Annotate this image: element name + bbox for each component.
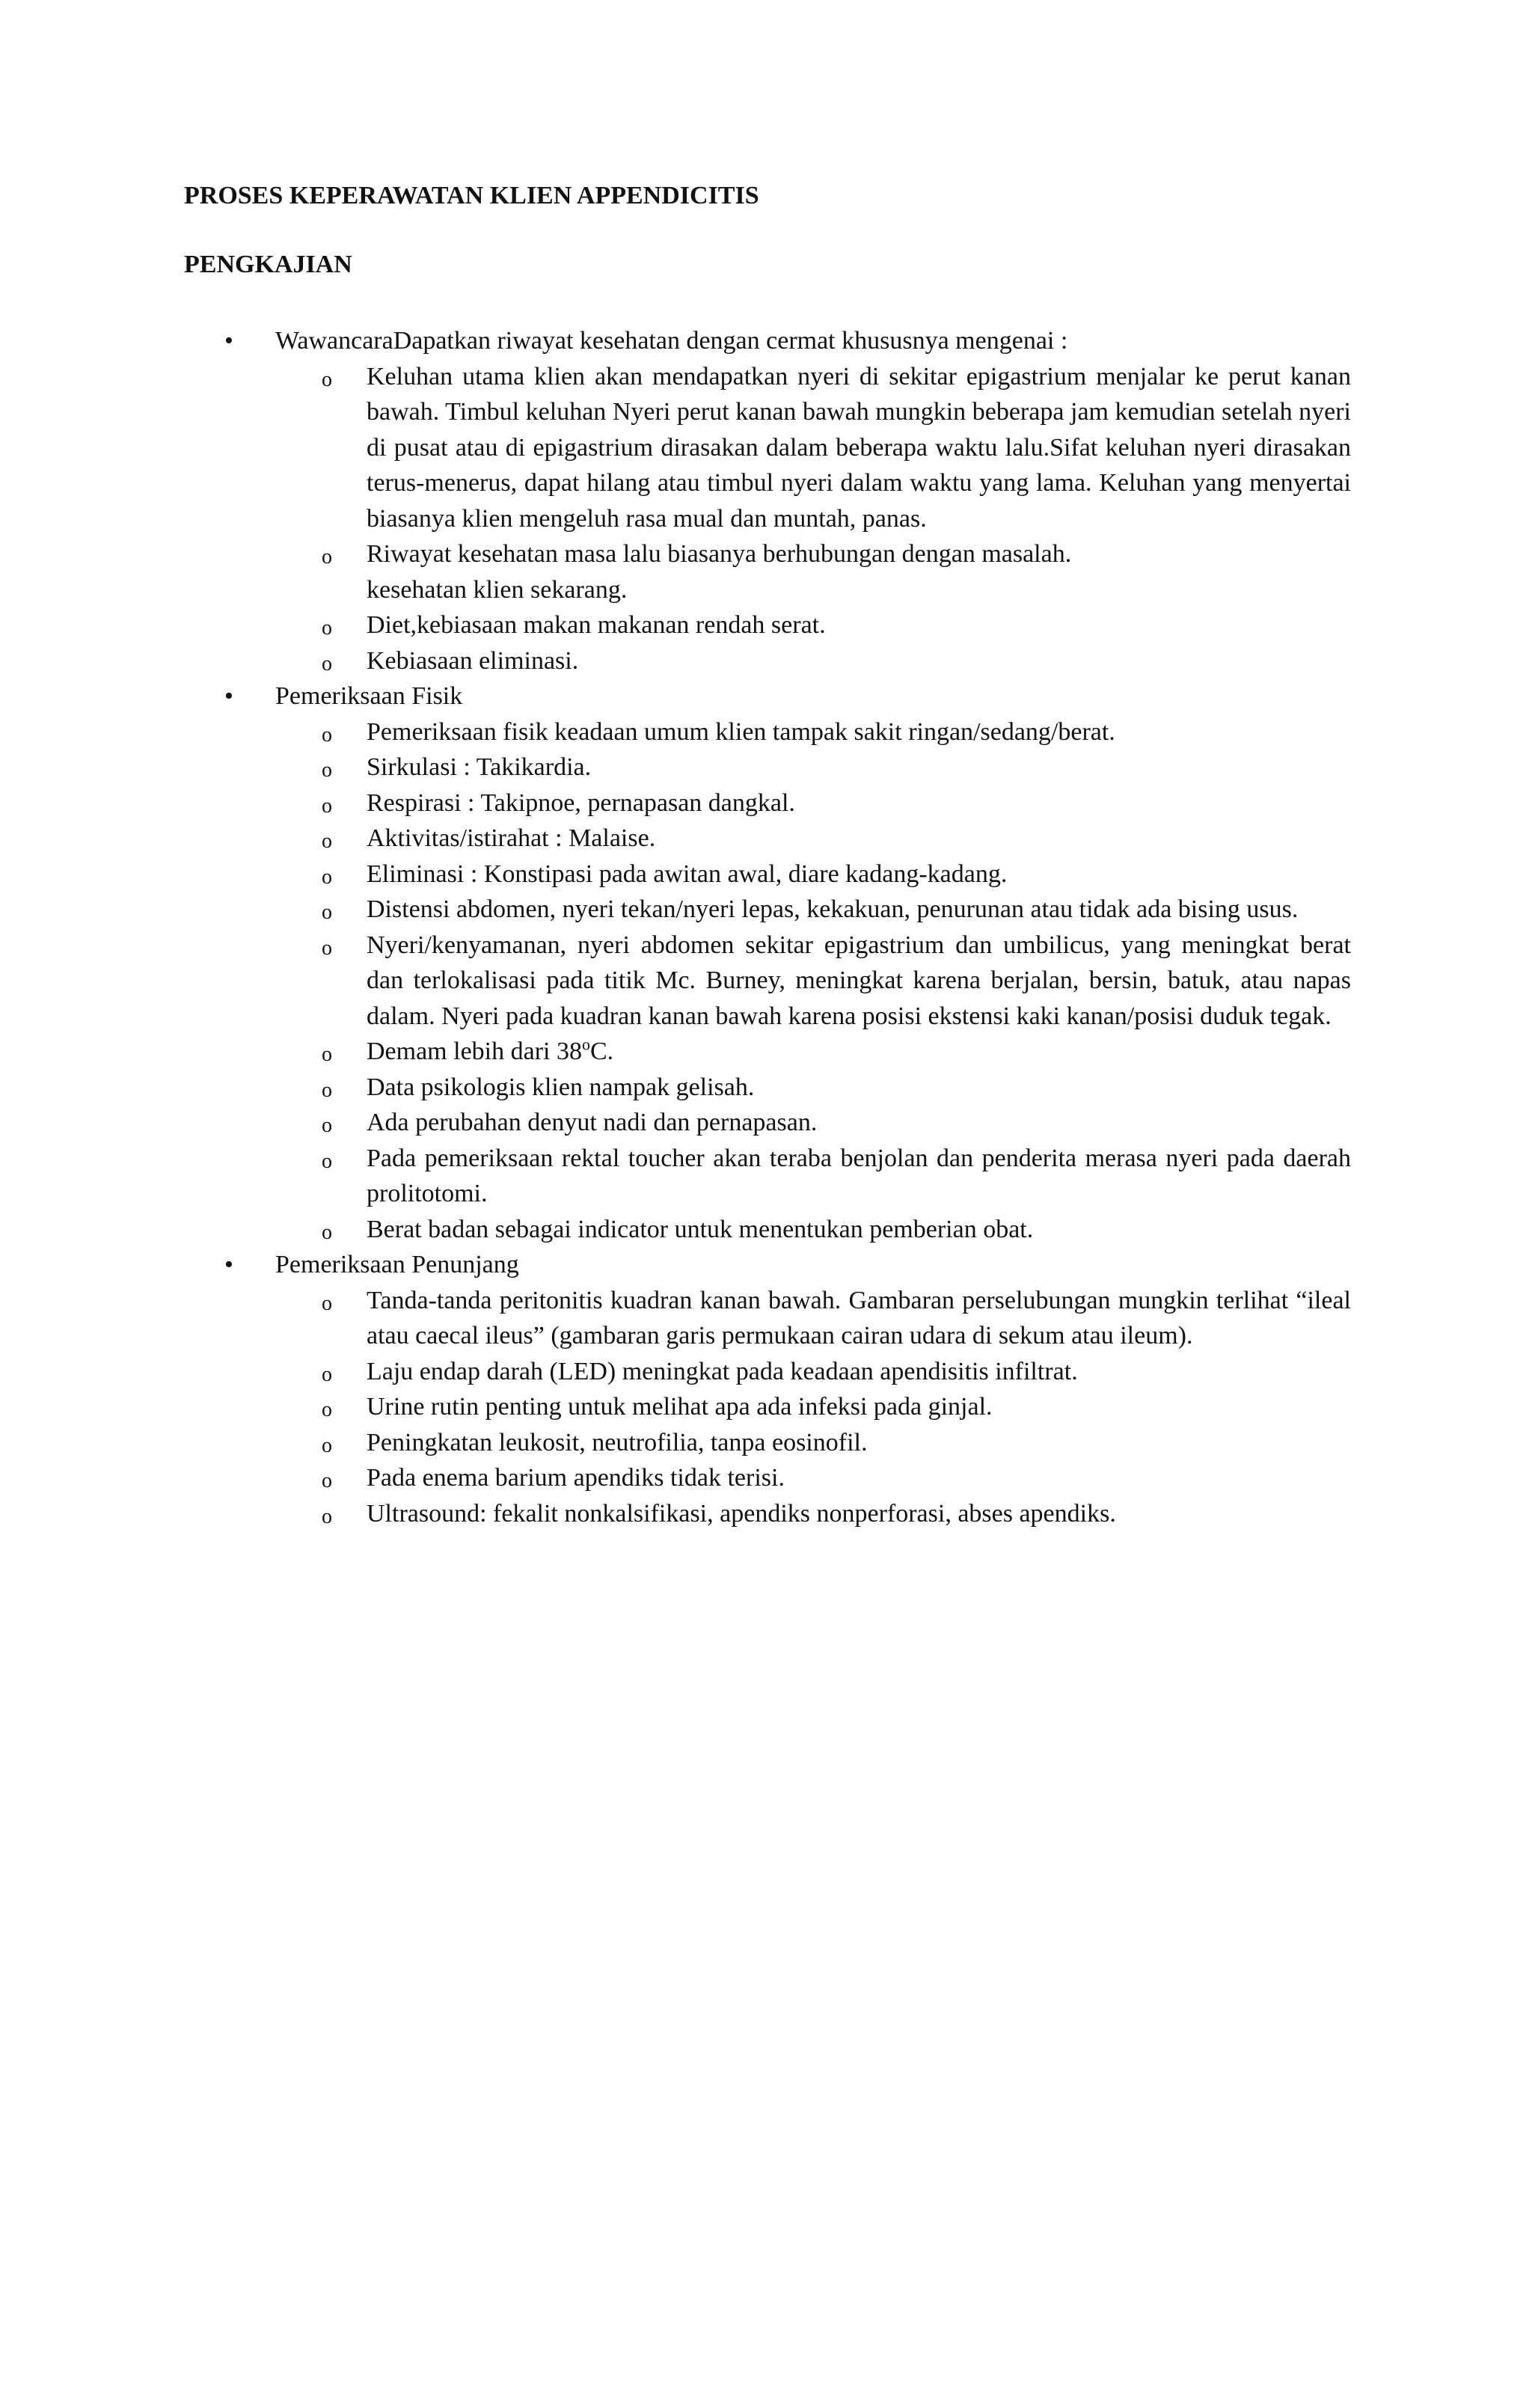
circle-bullet-icon: o [322, 545, 332, 569]
circle-bullet-icon: o [322, 794, 332, 818]
sub-item-text: Keluhan utama klien akan mendapatkan nyeri di sekitar epigastrium menjalar ke perut kanan bawah. Timbul keluhan Nyeri perut kanan bawah mungkin beberapa jam kemudian setelah nyeri di pusat atau di epigastrium dirasakan dalam beberapa waktu lalu.Sifat keluhan nyeri dirasakan terus-menerus, dapat hilang atau timbul nyeri dalam waktu yang lama. Keluhan yang menyertai biasanya klien mengeluh rasa mual dan muntah, panas. [367, 362, 1351, 533]
sub-list-item [275, 1496, 1351, 1532]
sub-list-item [275, 1034, 1351, 1070]
sub-item-text: Riwayat kesehatan masa lalu biasanya berhubungan dengan masalah. [367, 540, 1072, 568]
circle-bullet-icon: o [322, 1469, 332, 1492]
circle-bullet-icon: o [322, 1220, 332, 1244]
circle-bullet-icon: o [322, 936, 332, 960]
sub-item-text: Respirasi : Takipnoe, pernapasan dangkal. [367, 788, 795, 817]
sub-list-item [275, 607, 1351, 643]
circle-bullet-icon: o [322, 723, 332, 747]
circle-bullet-icon: o [322, 901, 332, 924]
document-title: PROSES KEPERAWATAN KLIEN APPENDICITIS [184, 182, 759, 209]
sub-item-text: Distensi abdomen, nyeri tekan/nyeri lepas, kekakuan, penurunan atau tidak ada bising usus. [367, 895, 1299, 923]
sub-list-item [275, 714, 1351, 750]
sub-item-text: Pemeriksaan fisik keadaan umum klien tampak sakit ringan/sedang/berat. [367, 717, 1115, 746]
sub-item-text: Diet,kebiasaan makan makanan rendah serat. [367, 611, 826, 639]
bullet-icon: • [224, 1251, 233, 1278]
sub-list-item [275, 1141, 1351, 1212]
sub-item-text: Demam lebih dari 38 [367, 1038, 582, 1065]
circle-bullet-icon: o [322, 1291, 332, 1315]
sub-item-text: Nyeri/kenyamanan, nyeri abdomen sekitar epigastrium dan umbilicus, yang meningkat berat dan terlokalisasi pada titik Mc. Burney, meningkat karena berjalan, bersin, batuk, atau napas dalam. Nyeri pada kuadran kanan bawah karena posisi ekstensi kaki kanan/posisi duduk tegak. [367, 931, 1351, 1030]
sub-list-item [275, 857, 1351, 892]
list-item-pemeriksaan-fisik [184, 678, 1351, 1247]
list-item-label: Pemeriksaan Penunjang [275, 1251, 519, 1278]
sub-list-item [275, 1354, 1351, 1390]
list-item-pemeriksaan-penunjang [184, 1247, 1351, 1531]
list-item-label: Pemeriksaan Fisik [275, 682, 463, 710]
sub-item-text: Peningkatan leukosit, neutrofilia, tanpa eosinofil. [367, 1428, 868, 1456]
circle-bullet-icon: o [322, 759, 332, 782]
sub-list-item [275, 928, 1351, 1035]
sub-item-text-after: C. [589, 1038, 614, 1065]
sub-item-text: Pada enema barium apendiks tidak terisi. [367, 1464, 785, 1492]
sub-item-text: Kebiasaan eliminasi. [367, 646, 579, 675]
sub-item-text: Laju endap darah (LED) meningkat pada keadaan apendisitis infiltrat. [367, 1357, 1078, 1385]
circle-bullet-icon: o [322, 1149, 332, 1173]
circle-bullet-icon: o [322, 1114, 332, 1137]
sub-list-item [275, 1283, 1351, 1354]
sub-list [275, 714, 1351, 1248]
circle-bullet-icon: o [322, 830, 332, 853]
bullet-icon: • [224, 682, 233, 710]
sub-list-item [275, 1070, 1351, 1106]
circle-bullet-icon: o [322, 1078, 332, 1102]
sub-item-text: Urine rutin penting untuk melihat apa ada infeksi pada ginjal. [367, 1393, 993, 1421]
sub-item-text: Aktivitas/istirahat : Malaise. [367, 824, 656, 852]
sub-list-item [275, 785, 1351, 821]
sub-list-item [275, 1212, 1351, 1248]
circle-bullet-icon: o [322, 1504, 332, 1528]
sub-item-text: Eliminasi : Konstipasi pada awitan awal, diare kadang-kadang. [367, 860, 1008, 888]
sub-item-continuation: kesehatan klien sekarang. [367, 575, 628, 604]
sub-item-text: Ultrasound: fekalit nonkalsifikasi, apendiks nonperforasi, abses apendiks. [367, 1499, 1116, 1528]
sub-item-text: Sirkulasi : Takikardia. [367, 753, 592, 781]
circle-bullet-icon: o [322, 1433, 332, 1457]
circle-bullet-icon: o [322, 616, 332, 640]
document-page [184, 180, 1351, 1531]
sub-list-item [275, 1460, 1351, 1496]
sub-list-item [275, 1389, 1351, 1425]
sub-item-text: Pada pemeriksaan rektal toucher akan teraba benjolan dan penderita merasa nyeri pada daerah prolitotomi. [367, 1144, 1351, 1207]
sub-list-item [275, 359, 1351, 537]
circle-bullet-icon: o [322, 1362, 332, 1386]
sub-list-item [275, 643, 1351, 679]
sub-list [275, 1283, 1351, 1532]
sub-item-text: Data psikologis klien nampak gelisah. [367, 1073, 755, 1101]
circle-bullet-icon: o [322, 865, 332, 889]
circle-bullet-icon: o [322, 367, 332, 391]
sub-list-item [275, 536, 1351, 607]
assessment-list [184, 323, 1351, 1531]
sub-item-text: Ada perubahan denyut nadi dan pernapasan. [367, 1109, 818, 1136]
sub-list [275, 359, 1351, 679]
section-heading: PENGKAJIAN [184, 251, 352, 278]
degree-superscript: o [581, 1035, 590, 1054]
sub-item-text: Tanda-tanda peritonitis kuadran kanan bawah. Gambaran perselubungan mungkin terlihat “ileal atau caecal ileus” (gambaran garis permukaan cairan udara di sekum atau ileum). [367, 1286, 1351, 1349]
circle-bullet-icon: o [322, 1398, 332, 1421]
list-item-label: WawancaraDapatkan riwayat kesehatan dengan cermat khususnya mengenai : [275, 327, 1068, 355]
circle-bullet-icon: o [322, 652, 332, 675]
sub-list-item [275, 1105, 1351, 1141]
sub-list-item [275, 821, 1351, 857]
sub-list-item [275, 750, 1351, 785]
sub-item-text: Berat badan sebagai indicator untuk menentukan pemberian obat. [367, 1215, 1034, 1243]
bullet-icon: • [224, 327, 233, 355]
circle-bullet-icon: o [322, 1043, 332, 1066]
list-item-wawancara [184, 323, 1351, 678]
sub-list-item [275, 892, 1351, 928]
sub-list-item [275, 1425, 1351, 1461]
